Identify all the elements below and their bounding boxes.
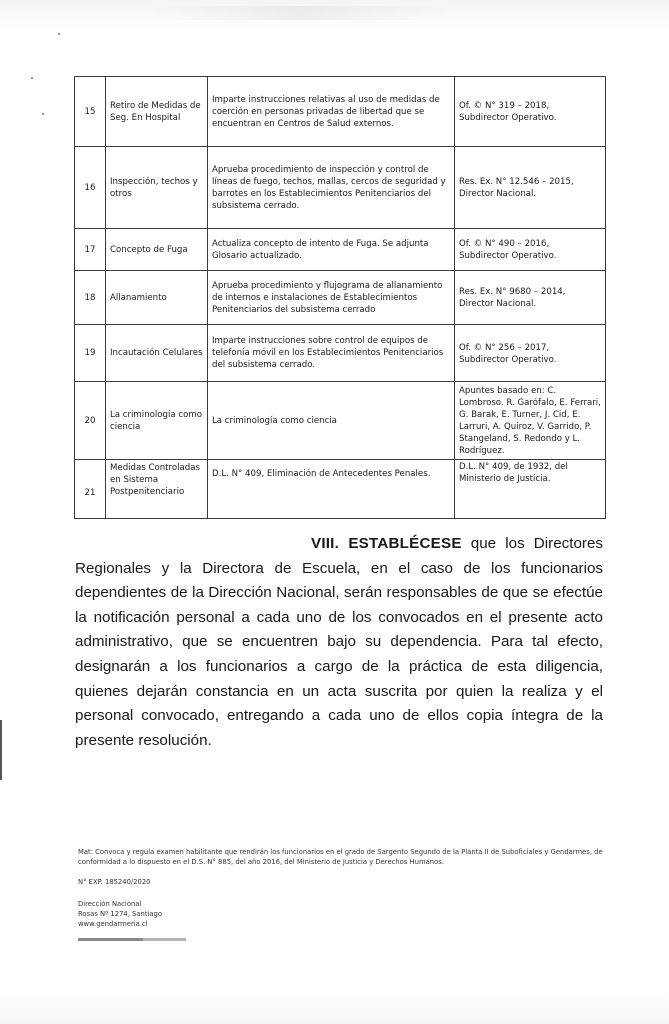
- row-name: Allanamiento: [106, 271, 208, 325]
- row-number: 20: [75, 382, 106, 460]
- row-name: Inspección, techos y otros: [106, 147, 208, 229]
- address-line: Dirección Nacional: [78, 900, 142, 908]
- documents-table: [74, 76, 606, 519]
- row-name: Concepto de Fuga: [106, 229, 208, 271]
- scan-edge-mark: [0, 720, 2, 780]
- row-number: 15: [75, 77, 106, 147]
- row-name: La criminología como ciencia: [106, 382, 208, 460]
- expedient-number: N° EXP. 185240/2020: [78, 878, 151, 886]
- row-number: 17: [75, 229, 106, 271]
- row-description: Actualiza concepto de intento de Fuga. Se adjunta Glosario actualizado.: [208, 229, 455, 271]
- scan-speck: [31, 77, 33, 79]
- table-row: [75, 325, 606, 382]
- row-reference: Of. © N° 319 – 2018, Subdirector Operativo.: [455, 77, 606, 147]
- table-row: [75, 271, 606, 325]
- table-row: [75, 77, 606, 147]
- row-description: Aprueba procedimiento de inspección y control de líneas de fuego, techos, mallas, cercos de seguridad y barrotes en los Establecimientos Penitenciarios del subsistema cerrado.: [208, 147, 455, 229]
- resolution-paragraph: [75, 532, 603, 753]
- row-description: D.L. N° 409, Eliminación de Antecedentes Penales.: [208, 460, 455, 519]
- scan-speck: [42, 113, 44, 115]
- row-number: 18: [75, 271, 106, 325]
- row-reference: Of. © N° 256 – 2017, Subdirector Operativo.: [455, 325, 606, 382]
- table-row: [75, 460, 606, 519]
- row-number: 19: [75, 325, 106, 382]
- scan-speck: [58, 33, 60, 35]
- row-name: Retiro de Medidas de Seg. En Hospital: [106, 77, 208, 147]
- subject-note: Mat: Convoca y regula examen habilitante que rendirán los funcionarios en el grado de Sargento Segundo de la Planta II de Suboficiales y Gendarmes, de conformidad a lo dispuesto en el D.S. N° 885, del año 2016, del Ministerio de Justicia y Derechos Humanos.: [78, 848, 603, 866]
- row-number: 16: [75, 147, 106, 229]
- row-reference: Of. © N° 490 – 2016, Subdirector Operativo.: [455, 229, 606, 271]
- article-heading: VIII. ESTABLÉCESE: [311, 535, 462, 552]
- scan-smudge: [150, 6, 450, 20]
- row-reference: Res. Ex. N° 12.546 – 2015, Director Nacional.: [455, 147, 606, 229]
- address-line: Rosas Nº 1274, Santiago: [78, 910, 163, 918]
- row-reference: D.L. N° 409, de 1932, del Ministerio de Justicia.: [455, 460, 606, 519]
- website-link[interactable]: www.gendarmeria.cl: [78, 920, 148, 928]
- brand-bar: [78, 938, 186, 941]
- row-name: Incautación Celulares: [106, 325, 208, 382]
- row-number: 21: [75, 460, 106, 519]
- article-text: que los Directores Regionales y la Directora de Escuela, en el caso de los funcionarios dependientes de la Dirección Nacional, serán responsables de que se efectúe la notificación personal a cada uno de los convocados en el presente acto administrativo, que se encuentren bajo su dependencia. Para tal efecto, designarán a los funcionarios a cargo de la práctica de esta diligencia, quienes dejarán constancia en un acta suscrita por quien la realiza y el personal convocado, entregando a cada uno de ellos copia íntegra de la presente resolución.: [75, 535, 603, 749]
- table-row: [75, 382, 606, 460]
- table-row: [75, 229, 606, 271]
- row-name: Medidas Controladas en Sistema Postpenitenciario: [106, 460, 208, 519]
- row-reference: Apuntes basado en: C. Lombroso. R. Garófalo, E. Ferrari, G. Barak, E. Turner, J. Cid, E. Larruri, A. Quiroz, V. Garrido, P. Stangeland, S. Redondo y L. Rodríguez.: [455, 382, 606, 460]
- row-description: Imparte instrucciones relativas al uso de medidas de coerción en personas privadas de libertad que se encuentran en Centros de Salud externos.: [208, 77, 455, 147]
- table-row: [75, 147, 606, 229]
- institution-address: [78, 899, 162, 929]
- row-description: Aprueba procedimiento y flujograma de allanamiento de internos e instalaciones de Establecimientos Penitenciarios del subsistema cerrado: [208, 271, 455, 325]
- row-description: Imparte instrucciones sobre control de equipos de telefonía móvil en los Establecimientos Penitenciarios del subsistema cerrado.: [208, 325, 455, 382]
- row-description: La criminología como ciencia: [208, 382, 455, 460]
- row-reference: Res. Ex. N° 9680 – 2014, Director Nacional.: [455, 271, 606, 325]
